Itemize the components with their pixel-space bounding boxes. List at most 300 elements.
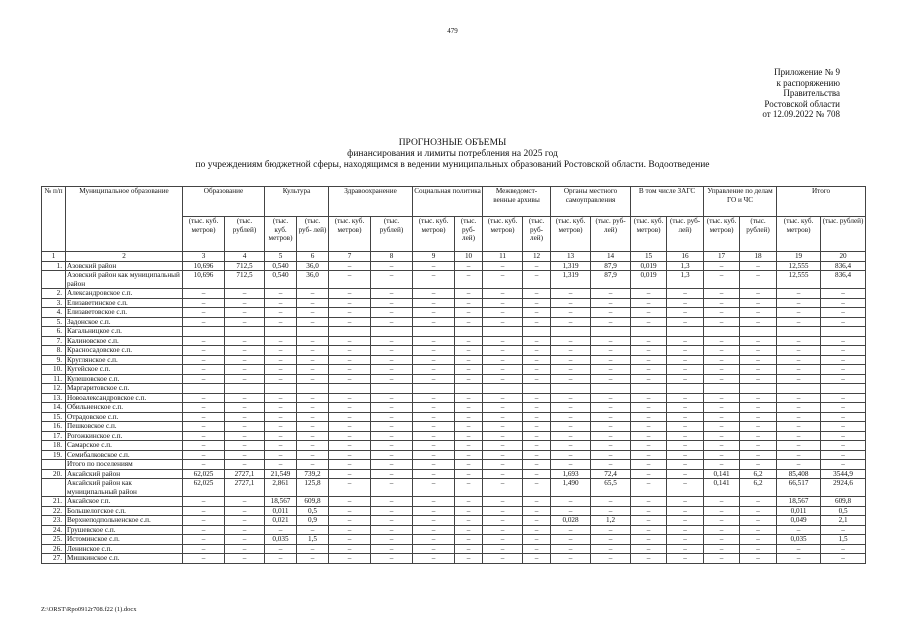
column-number: 15: [631, 252, 667, 262]
value-cell: –: [704, 403, 740, 413]
value-cell: –: [265, 346, 297, 356]
value-cell: –: [483, 261, 523, 271]
appendix-line: Правительства: [783, 88, 840, 99]
value-cell: –: [265, 374, 297, 384]
table-row: [42, 346, 866, 356]
value-cell: –: [371, 374, 413, 384]
value-cell: –: [371, 441, 413, 451]
value-cell: –: [455, 431, 483, 441]
value-cell: 712,5: [225, 261, 265, 271]
municipality-name: Азовский район как муниципальный район: [66, 271, 183, 289]
value-cell: –: [455, 346, 483, 356]
value-cell: –: [667, 365, 704, 375]
value-cell: 125,8: [297, 479, 329, 497]
value-cell: –: [183, 289, 225, 299]
value-cell: –: [183, 450, 225, 460]
value-cell: –: [704, 460, 740, 470]
value-cell: –: [483, 431, 523, 441]
value-cell: –: [413, 506, 455, 516]
value-cell: –: [740, 544, 777, 554]
value-cell: –: [329, 516, 371, 526]
row-number: 10.: [42, 365, 66, 375]
value-cell: [483, 384, 523, 394]
value-cell: –: [297, 317, 329, 327]
value-cell: –: [329, 289, 371, 299]
header-group: Управление по делам ГО и ЧС: [704, 187, 777, 217]
value-cell: –: [667, 450, 704, 460]
value-cell: –: [413, 544, 455, 554]
value-cell: –: [455, 393, 483, 403]
value-cell: –: [667, 289, 704, 299]
value-cell: –: [297, 450, 329, 460]
value-cell: –: [371, 544, 413, 554]
value-cell: 3544,9: [821, 469, 866, 479]
value-cell: 836,4: [821, 271, 866, 289]
value-cell: –: [740, 422, 777, 432]
value-cell: –: [455, 412, 483, 422]
municipality-name: Большелогское с.п.: [66, 506, 183, 516]
municipality-name: Маргаритовское с.п.: [66, 384, 183, 394]
value-cell: –: [455, 298, 483, 308]
value-cell: –: [667, 403, 704, 413]
column-number: 5: [265, 252, 297, 262]
value-cell: –: [667, 374, 704, 384]
value-cell: –: [667, 525, 704, 535]
column-number: 16: [667, 252, 704, 262]
row-number: [42, 479, 66, 497]
value-cell: [265, 384, 297, 394]
value-cell: –: [591, 308, 631, 318]
title-line: ПРОГНОЗНЫЕ ОБЪЕМЫ: [398, 138, 507, 148]
value-cell: 0,035: [777, 535, 821, 545]
value-cell: 6,2: [740, 479, 777, 497]
value-cell: 36,0: [297, 271, 329, 289]
value-cell: [183, 327, 225, 337]
value-cell: [591, 327, 631, 337]
value-cell: –: [523, 422, 551, 432]
value-cell: [329, 384, 371, 394]
value-cell: –: [821, 422, 866, 432]
value-cell: –: [371, 450, 413, 460]
municipality-name: Новоалександровское с.п.: [66, 393, 183, 403]
row-number: 1.: [42, 261, 66, 271]
value-cell: [455, 327, 483, 337]
table-row: [42, 554, 866, 564]
value-cell: –: [591, 450, 631, 460]
unit-header: (тыс. куб. метров): [704, 217, 740, 252]
value-cell: –: [329, 497, 371, 507]
value-cell: [740, 327, 777, 337]
unit-header: (тыс. куб. метров): [551, 217, 591, 252]
value-cell: –: [821, 544, 866, 554]
value-cell: –: [704, 355, 740, 365]
value-cell: –: [777, 431, 821, 441]
value-cell: –: [667, 469, 704, 479]
table-row: [42, 535, 866, 545]
value-cell: –: [704, 516, 740, 526]
column-number: 8: [371, 252, 413, 262]
value-cell: –: [455, 403, 483, 413]
value-cell: –: [455, 450, 483, 460]
value-cell: –: [777, 525, 821, 535]
value-cell: –: [483, 403, 523, 413]
value-cell: –: [297, 431, 329, 441]
row-number: 7.: [42, 336, 66, 346]
value-cell: –: [329, 403, 371, 413]
municipality-name: Пешковское с.п.: [66, 422, 183, 432]
row-number: [42, 271, 66, 289]
value-cell: –: [371, 479, 413, 497]
value-cell: –: [704, 346, 740, 356]
value-cell: [821, 327, 866, 337]
value-cell: –: [183, 317, 225, 327]
unit-header: (тыс. рублей): [225, 217, 265, 252]
value-cell: –: [329, 422, 371, 432]
value-cell: 0,019: [631, 271, 667, 289]
value-cell: –: [551, 525, 591, 535]
value-cell: –: [455, 261, 483, 271]
value-cell: 85,408: [777, 469, 821, 479]
municipality-name: Мишкинское с.п.: [66, 554, 183, 564]
header-group: Здравоохранение: [329, 187, 413, 217]
value-cell: 21,549: [265, 469, 297, 479]
value-cell: –: [265, 336, 297, 346]
value-cell: –: [371, 393, 413, 403]
value-cell: –: [455, 506, 483, 516]
value-cell: –: [551, 554, 591, 564]
value-cell: –: [455, 317, 483, 327]
value-cell: 0,540: [265, 261, 297, 271]
value-cell: –: [523, 544, 551, 554]
value-cell: 836,4: [821, 261, 866, 271]
value-cell: 0,011: [265, 506, 297, 516]
value-cell: –: [455, 336, 483, 346]
value-cell: –: [455, 308, 483, 318]
municipality-name: Истоминское с.п.: [66, 535, 183, 545]
value-cell: –: [777, 393, 821, 403]
value-cell: [591, 384, 631, 394]
value-cell: –: [413, 460, 455, 470]
value-cell: 739,2: [297, 469, 329, 479]
value-cell: [821, 384, 866, 394]
row-number: 16.: [42, 422, 66, 432]
table-row: [42, 374, 866, 384]
value-cell: –: [667, 355, 704, 365]
value-cell: –: [297, 460, 329, 470]
value-cell: –: [329, 308, 371, 318]
value-cell: –: [777, 422, 821, 432]
value-cell: –: [821, 525, 866, 535]
value-cell: –: [297, 422, 329, 432]
value-cell: –: [551, 450, 591, 460]
value-cell: –: [740, 317, 777, 327]
value-cell: –: [413, 374, 455, 384]
column-number: 6: [297, 252, 329, 262]
row-number: 19.: [42, 450, 66, 460]
value-cell: –: [371, 317, 413, 327]
value-cell: –: [329, 431, 371, 441]
table-row: [42, 327, 866, 337]
value-cell: –: [371, 271, 413, 289]
value-cell: –: [704, 374, 740, 384]
value-cell: –: [740, 393, 777, 403]
row-number: 8.: [42, 346, 66, 356]
header-no: № п/п: [42, 187, 66, 252]
value-cell: –: [413, 469, 455, 479]
value-cell: –: [297, 289, 329, 299]
value-cell: –: [591, 544, 631, 554]
value-cell: [455, 384, 483, 394]
value-cell: [371, 384, 413, 394]
unit-header: (тыс. куб. метров): [631, 217, 667, 252]
table-row: [42, 355, 866, 365]
value-cell: –: [821, 355, 866, 365]
value-cell: –: [667, 497, 704, 507]
value-cell: –: [225, 497, 265, 507]
municipality-name: Елизаветинское с.п.: [66, 298, 183, 308]
table-row: [42, 460, 866, 470]
value-cell: –: [777, 554, 821, 564]
value-cell: 10,696: [183, 261, 225, 271]
municipality-name: Красносадовское с.п.: [66, 346, 183, 356]
value-cell: –: [523, 460, 551, 470]
value-cell: 0,019: [631, 261, 667, 271]
value-cell: 2727,1: [225, 469, 265, 479]
value-cell: –: [225, 346, 265, 356]
value-cell: –: [740, 441, 777, 451]
value-cell: –: [740, 355, 777, 365]
value-cell: –: [183, 554, 225, 564]
value-cell: –: [551, 441, 591, 451]
value-cell: –: [329, 412, 371, 422]
unit-header: (тыс. куб. метров): [265, 217, 297, 252]
value-cell: –: [704, 554, 740, 564]
value-cell: 65,5: [591, 479, 631, 497]
value-cell: –: [551, 403, 591, 413]
value-cell: –: [821, 308, 866, 318]
value-cell: –: [483, 336, 523, 346]
unit-header: (тыс. руб- лей): [523, 217, 551, 252]
value-cell: [225, 327, 265, 337]
value-cell: 609,8: [821, 497, 866, 507]
value-cell: [777, 327, 821, 337]
value-cell: –: [740, 450, 777, 460]
value-cell: –: [704, 261, 740, 271]
municipality-name: Круглянское с.п.: [66, 355, 183, 365]
value-cell: –: [523, 525, 551, 535]
column-number: 2: [66, 252, 183, 262]
table-row: [42, 261, 866, 271]
value-cell: –: [631, 469, 667, 479]
value-cell: –: [413, 393, 455, 403]
column-number: 14: [591, 252, 631, 262]
column-number: 17: [704, 252, 740, 262]
value-cell: 1,319: [551, 271, 591, 289]
value-cell: –: [821, 317, 866, 327]
value-cell: 10,696: [183, 271, 225, 289]
municipality-name: Александровское с.п.: [66, 289, 183, 299]
value-cell: –: [455, 497, 483, 507]
value-cell: –: [777, 441, 821, 451]
value-cell: –: [704, 544, 740, 554]
value-cell: –: [523, 393, 551, 403]
value-cell: –: [371, 308, 413, 318]
value-cell: –: [371, 506, 413, 516]
municipality-name: Аксайский район: [66, 469, 183, 479]
unit-header: (тыс. куб. метров): [413, 217, 455, 252]
value-cell: –: [591, 403, 631, 413]
value-cell: –: [631, 289, 667, 299]
value-cell: –: [740, 365, 777, 375]
value-cell: –: [523, 271, 551, 289]
value-cell: –: [413, 271, 455, 289]
value-cell: –: [551, 308, 591, 318]
value-cell: –: [551, 544, 591, 554]
value-cell: –: [371, 469, 413, 479]
column-number: 4: [225, 252, 265, 262]
value-cell: –: [483, 393, 523, 403]
value-cell: –: [265, 525, 297, 535]
value-cell: –: [183, 298, 225, 308]
value-cell: –: [183, 365, 225, 375]
value-cell: –: [551, 431, 591, 441]
value-cell: 0,540: [265, 271, 297, 289]
value-cell: [297, 384, 329, 394]
value-cell: –: [329, 374, 371, 384]
value-cell: –: [265, 298, 297, 308]
value-cell: –: [483, 271, 523, 289]
value-cell: [265, 327, 297, 337]
value-cell: –: [704, 525, 740, 535]
value-cell: –: [740, 261, 777, 271]
value-cell: 1,693: [551, 469, 591, 479]
value-cell: –: [297, 355, 329, 365]
value-cell: –: [740, 525, 777, 535]
value-cell: –: [413, 479, 455, 497]
table-row: [42, 497, 866, 507]
value-cell: –: [631, 422, 667, 432]
value-cell: –: [523, 365, 551, 375]
value-cell: –: [523, 289, 551, 299]
value-cell: [225, 384, 265, 394]
municipality-name: Ленинское с.п.: [66, 544, 183, 554]
municipality-name: Обильненское с.п.: [66, 403, 183, 413]
value-cell: –: [413, 516, 455, 526]
column-number: 9: [413, 252, 455, 262]
value-cell: –: [740, 308, 777, 318]
unit-header: (тыс. куб. метров): [183, 217, 225, 252]
unit-header: (тыс. руб- лей): [297, 217, 329, 252]
value-cell: –: [523, 506, 551, 516]
value-cell: [551, 384, 591, 394]
value-cell: –: [455, 479, 483, 497]
value-cell: –: [329, 336, 371, 346]
value-cell: –: [483, 469, 523, 479]
value-cell: –: [455, 516, 483, 526]
row-number: 21.: [42, 497, 66, 507]
column-number: 13: [551, 252, 591, 262]
value-cell: 0,011: [777, 506, 821, 516]
value-cell: [413, 384, 455, 394]
value-cell: –: [667, 441, 704, 451]
value-cell: 1,319: [551, 261, 591, 271]
value-cell: 1,5: [297, 535, 329, 545]
value-cell: 2727,1: [225, 479, 265, 497]
value-cell: –: [413, 317, 455, 327]
row-number: 25.: [42, 535, 66, 545]
value-cell: –: [455, 289, 483, 299]
column-number: 10: [455, 252, 483, 262]
value-cell: –: [631, 535, 667, 545]
value-cell: –: [821, 365, 866, 375]
value-cell: –: [265, 403, 297, 413]
value-cell: –: [591, 497, 631, 507]
value-cell: –: [667, 412, 704, 422]
header-group: Социальная политика: [413, 187, 483, 217]
value-cell: 2,1: [821, 516, 866, 526]
value-cell: –: [225, 554, 265, 564]
value-cell: 0,5: [297, 506, 329, 516]
municipality-name: Елизаветовское с.п.: [66, 308, 183, 318]
value-cell: –: [740, 346, 777, 356]
value-cell: –: [413, 289, 455, 299]
column-number: 20: [821, 252, 866, 262]
value-cell: –: [777, 460, 821, 470]
row-number: 22.: [42, 506, 66, 516]
value-cell: –: [704, 308, 740, 318]
value-cell: –: [455, 469, 483, 479]
municipality-name: Азовский район: [66, 261, 183, 271]
value-cell: 87,9: [591, 261, 631, 271]
value-cell: 18,567: [265, 497, 297, 507]
value-cell: –: [591, 422, 631, 432]
value-cell: –: [631, 403, 667, 413]
row-number: 3.: [42, 298, 66, 308]
municipality-name: Семибалковское с.п.: [66, 450, 183, 460]
value-cell: –: [297, 441, 329, 451]
value-cell: –: [297, 554, 329, 564]
value-cell: –: [183, 441, 225, 451]
value-cell: –: [551, 497, 591, 507]
value-cell: –: [551, 336, 591, 346]
value-cell: –: [413, 535, 455, 545]
unit-header: (тыс. рублей): [371, 217, 413, 252]
municipality-name: Самарское с.п.: [66, 441, 183, 451]
value-cell: –: [183, 516, 225, 526]
value-cell: –: [523, 317, 551, 327]
value-cell: –: [631, 346, 667, 356]
value-cell: [631, 384, 667, 394]
value-cell: –: [631, 317, 667, 327]
value-cell: –: [329, 525, 371, 535]
value-cell: –: [591, 525, 631, 535]
value-cell: –: [329, 261, 371, 271]
value-cell: –: [225, 289, 265, 299]
value-cell: –: [297, 374, 329, 384]
value-cell: 72,4: [591, 469, 631, 479]
value-cell: –: [740, 506, 777, 516]
title-line: финансирования и лимиты потребления на 2025 год: [347, 149, 558, 160]
value-cell: –: [821, 460, 866, 470]
value-cell: –: [777, 403, 821, 413]
value-cell: –: [704, 431, 740, 441]
row-number: 4.: [42, 308, 66, 318]
value-cell: –: [821, 374, 866, 384]
value-cell: –: [329, 365, 371, 375]
value-cell: –: [591, 506, 631, 516]
value-cell: 0,049: [777, 516, 821, 526]
value-cell: –: [329, 479, 371, 497]
